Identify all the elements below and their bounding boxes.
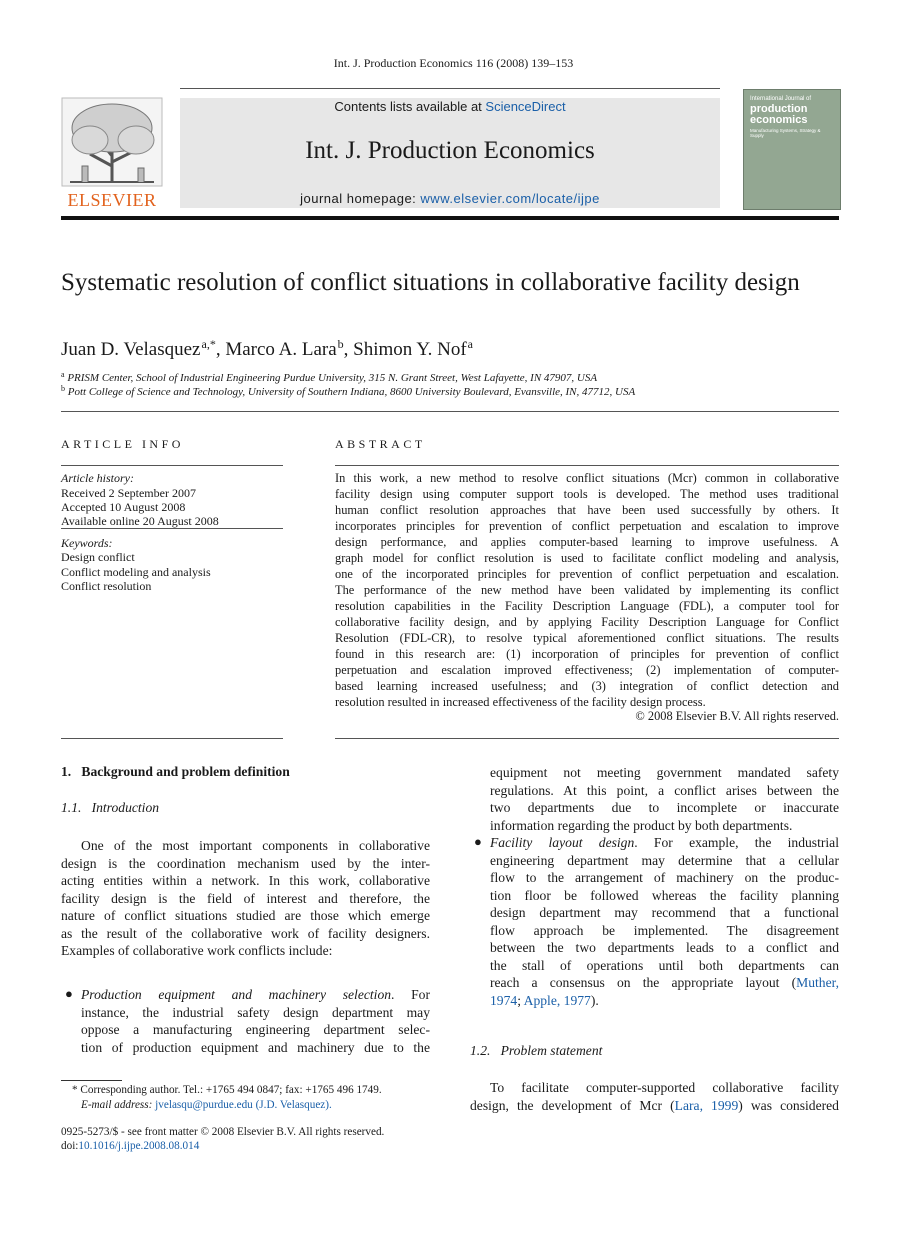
abstract-line-last: resolution resulted in increased effectiveness of the facility design process.	[335, 695, 706, 709]
history-label: Article history:	[61, 471, 134, 485]
affiliation-text: Pott College of Science and Technology, University of Southern Indiana, 8600 University Boulevard, Evansville, IN, 47712, USA	[67, 386, 636, 398]
journal-name: Int. J. Production Economics	[305, 137, 595, 164]
journal-cover-thumbnail[interactable]	[743, 89, 841, 210]
affiliation-sup: a	[61, 370, 65, 379]
affiliation-a	[61, 370, 597, 384]
journal-homepage-line	[180, 191, 720, 206]
bullet-line: instance, the industrial safety design department may	[81, 1004, 430, 1020]
author-sep: ,	[215, 339, 226, 360]
bullet-line: engineering department may determine that a cellular	[490, 852, 839, 868]
bullet-title: Facility layout design	[490, 835, 635, 850]
abstract-rule-bottom	[335, 738, 839, 739]
keyword-item: Conflict resolution	[61, 579, 152, 593]
bullet-line	[490, 974, 839, 992]
author-sep: ,	[343, 339, 354, 360]
cover-line1: International Journal of	[750, 96, 812, 102]
abstract-label: ABSTRACT	[335, 437, 426, 451]
info-rule-bottom	[61, 738, 283, 739]
intro-line: acting entities within a network. In this work, collaborative	[61, 873, 430, 888]
homepage-prefix: journal homepage:	[300, 191, 421, 206]
bullet-production-equipment	[81, 986, 430, 1056]
reference-link-apple[interactable]: Apple, 1977	[523, 992, 591, 1008]
bullet-facility-layout	[490, 834, 839, 1009]
abstract-line: incorporates principles for prevention of conflict perpetuation and escalation to improve	[335, 519, 839, 533]
bullet-line: between the two departments leads to a conflict and	[490, 940, 839, 955]
affiliation-b	[61, 384, 635, 398]
abstract-line: graph model for conflict resolution is used to facilitate conflict modeling and analysis,	[335, 551, 839, 565]
abstract-line: collaborative facility design, and by applying Facility Description Language for Conflict	[335, 615, 839, 629]
author-1[interactable]	[61, 339, 216, 360]
keyword-item: Conflict modeling and analysis	[61, 565, 211, 579]
author-sup: a	[467, 337, 473, 351]
info-rule-top	[61, 465, 283, 466]
intro-line: as the result of the collaborative work of facility designers.	[61, 925, 430, 941]
intro-line: Examples of collaborative work conflicts include:	[61, 943, 333, 958]
abstract-line: based learning increased usefulness; and (3) integration of conflict detection and	[335, 679, 839, 693]
reference-link-muther[interactable]: Muther,	[796, 975, 839, 990]
bullet-line: design department may recommend that a functional	[490, 905, 839, 920]
footnote-rule	[61, 1080, 122, 1081]
doi-label: doi:	[61, 1140, 79, 1152]
author-sup: a,*	[201, 337, 216, 351]
abstract-line: one of the incorporated principles for prevention of conflict perpetuation and escalation.	[335, 567, 839, 581]
history-accepted: Accepted 10 August 2008	[61, 500, 186, 514]
email-note	[81, 1099, 332, 1111]
abstract-line: resolution capabilities in the Facility Description Language (FDL), a computer tool for	[335, 599, 839, 613]
bullet-line	[490, 834, 839, 852]
bullet-icon: ●	[65, 986, 73, 1001]
bullet-line: tion of production equipment and machinery due to the	[81, 1039, 430, 1055]
problem-paragraph	[470, 1079, 839, 1114]
bullet-rest: . For	[391, 987, 430, 1002]
article-info-label: ARTICLE INFO	[61, 437, 184, 451]
bullet-line: regulations. At this point, a conflict arises between the	[490, 782, 839, 798]
intro-line: One of the most important components in collaborative	[81, 838, 430, 853]
rule-after-affiliations	[61, 411, 839, 412]
corresponding-author-note: * Corresponding author. Tel.: +1765 494 0847; fax: +1765 496 1749.	[72, 1084, 382, 1096]
bullet-line: information regarding the product by both departments.	[490, 817, 793, 833]
bullet-line: flow approach be implemented. The disagreement	[490, 922, 839, 938]
journal-homepage-link[interactable]: www.elsevier.com/locate/ijpe	[420, 191, 600, 206]
article-title: Systematic resolution of conflict situations in collaborative facility design	[61, 269, 800, 296]
bullet-icon: ●	[474, 834, 482, 849]
doi-link[interactable]: 10.1016/j.ijpe.2008.08.014	[78, 1140, 200, 1152]
history-online: Available online 20 August 2008	[61, 514, 219, 528]
copyright-line: © 2008 Elsevier B.V. All rights reserved.	[635, 709, 839, 723]
intro-paragraph	[61, 837, 430, 960]
info-rule-mid	[61, 528, 283, 529]
author-3[interactable]	[353, 339, 473, 360]
author-list	[61, 337, 473, 361]
history-received: Received 2 September 2007	[61, 486, 196, 500]
section-heading: 1. Background and problem definition	[61, 764, 290, 779]
contents-line	[180, 99, 720, 114]
doi-line	[61, 1140, 199, 1152]
bullet-line: equipment not meeting government mandated safety	[490, 765, 839, 780]
contents-prefix: Contents lists available at	[334, 99, 486, 114]
abstract-line: perpetuation and escalation improved effectiveness; (2) implementation of computer-	[335, 663, 839, 677]
bullet-line: the stall of operations until both departments can	[490, 957, 839, 973]
subsection-heading: 1.1. Introduction	[61, 800, 160, 815]
front-matter-line: 0925-5273/$ - see front matter © 2008 Elsevier B.V. All rights reserved.	[61, 1126, 385, 1138]
keywords-label: Keywords:	[61, 536, 113, 550]
bullet-rest: . For example, the industrial	[634, 835, 839, 850]
publisher-name: ELSEVIER	[67, 190, 157, 210]
bullet-line	[81, 986, 430, 1004]
reference-link-muther-year[interactable]: 1974	[490, 992, 518, 1008]
email-owner: (J.D. Velasquez).	[252, 1099, 332, 1111]
bullet-line	[490, 992, 839, 1010]
email-label: E-mail address:	[81, 1099, 156, 1111]
bullet-text: reach a consensus on the appropriate layout (	[490, 975, 797, 990]
ref-separator: ;	[517, 992, 524, 1008]
subsection-heading: 1.2. Problem statement	[470, 1043, 603, 1058]
abstract-line: found in this research are: (1) incorporation of principles for prevention of conflict	[335, 647, 839, 661]
ref-close: ).	[590, 992, 599, 1008]
abstract-rule-top	[335, 465, 839, 466]
reference-link-lara[interactable]: Lara, 1999	[674, 1097, 739, 1113]
intro-line: design is the coordination mechanism used by the inter-	[61, 855, 430, 871]
author-2[interactable]	[225, 339, 343, 360]
abstract-line: Resolution (FDL-CR), to resolve typical aforementioned conflict situations. The results	[335, 631, 839, 645]
bullet-line: tion floor be followed whereas the facility planning	[490, 887, 839, 903]
affiliation-text: PRISM Center, School of Industrial Engineering Purdue University, 315 N. Grant Street, West Lafayette, IN 47907, USA	[67, 372, 598, 384]
cover-line3: economics	[750, 114, 808, 126]
sciencedirect-link[interactable]: ScienceDirect	[485, 99, 566, 114]
bullet-line: two departments due to incomplete or inaccurate	[490, 800, 839, 815]
problem-line	[470, 1097, 839, 1115]
elsevier-logo[interactable]	[60, 96, 164, 212]
keyword-item: Design conflict	[61, 550, 135, 564]
problem-text: design, the development of Mcr (	[470, 1097, 675, 1113]
abstract-line: facility design using computer support tools is developed. The method uses traditional	[335, 487, 839, 501]
email-link[interactable]: jvelasqu@purdue.edu	[155, 1099, 253, 1111]
running-head: Int. J. Production Economics 116 (2008) 139–153	[333, 56, 574, 70]
bullet-line: oppose a manufacturing engineering department selec-	[81, 1022, 430, 1037]
header-thick-rule	[61, 216, 839, 220]
masthead-rule	[180, 88, 720, 89]
intro-line: facility design is the field of interest and therefore, the	[61, 890, 430, 906]
bullet1-continuation	[490, 764, 839, 834]
author-sup: b	[337, 337, 344, 351]
intro-line: nature of conflict situations studied are those which emerge	[61, 908, 430, 923]
problem-line: To facilitate computer-supported collaborative facility	[490, 1080, 839, 1095]
cover-line2: production	[750, 103, 808, 115]
affiliation-sup: b	[61, 384, 65, 393]
bullet-title: Production equipment and machinery selection	[81, 987, 392, 1002]
author-name: Marco A. Lara	[225, 339, 337, 360]
cover-line4: Manufacturing Systems, Strategy & Supply	[750, 128, 821, 138]
abstract-line: human conflict resolution approaches that have been used successfully by others. It	[335, 503, 839, 517]
author-name: Juan D. Velasquez	[61, 339, 201, 360]
abstract-line: The performance of the new method have been validated by implementing its conflict	[335, 583, 839, 597]
author-name: Shimon Y. Nof	[353, 339, 467, 360]
abstract-text	[335, 470, 839, 710]
abstract-line: design performance, and applies computer-based learning to improve usefulness. A	[335, 535, 839, 549]
abstract-line: In this work, a new method to resolve conflict situations (Mcr) common in collaborative	[335, 471, 839, 485]
problem-text: ) was considered	[738, 1097, 839, 1113]
bullet-line: flow to the arrangement of machinery on the produc-	[490, 870, 839, 885]
